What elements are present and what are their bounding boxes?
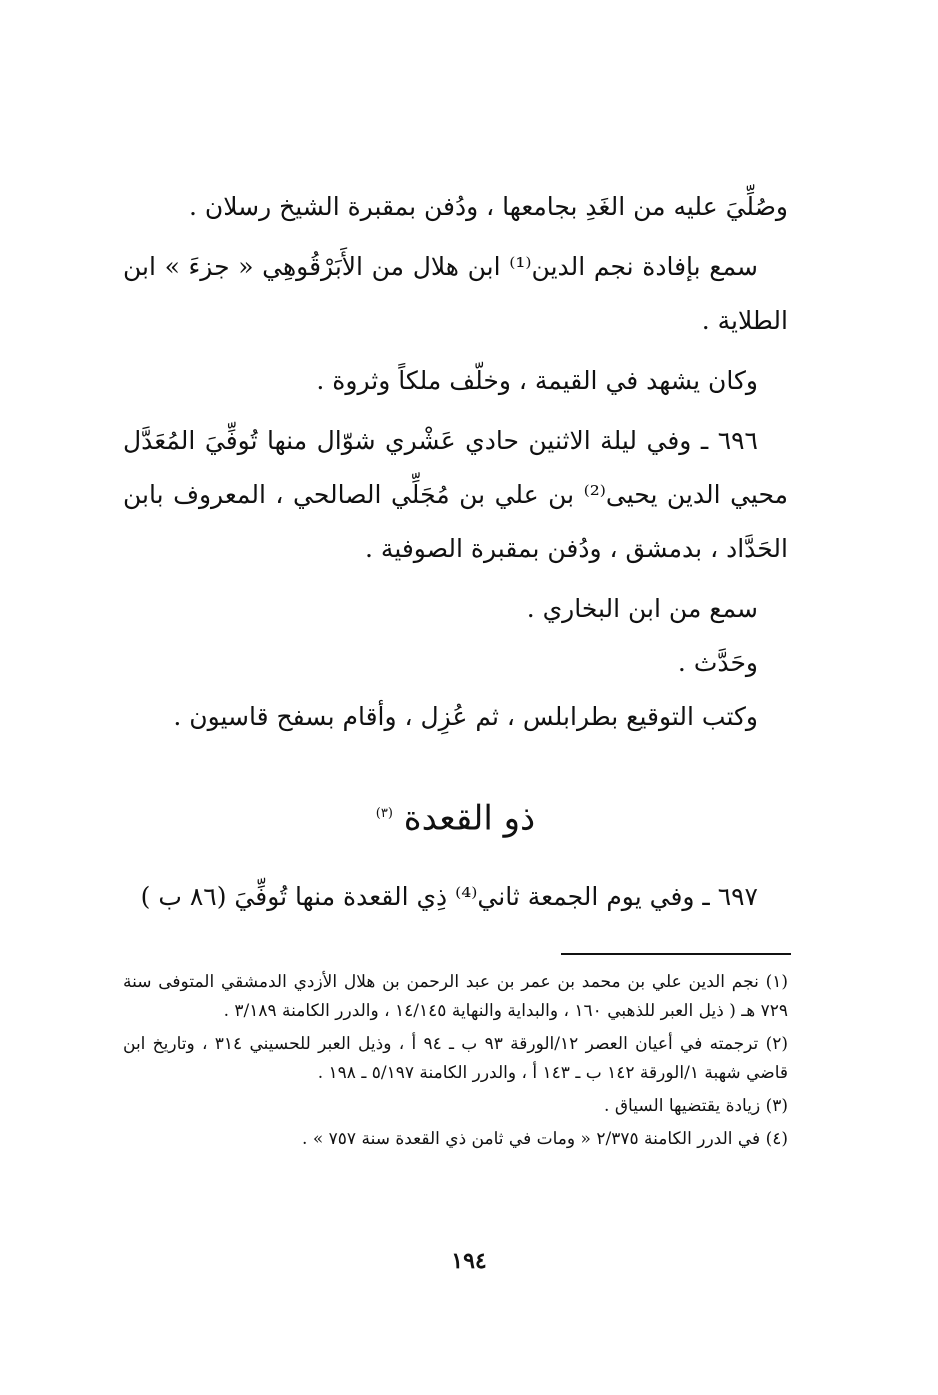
section-heading-text: ذو القعدة [403,798,536,839]
section-heading-note: (٣) [375,806,393,821]
paragraph-tripoli: وكتب التوقيع بطرابلس ، ثم عُزِل ، وأقام بسفح قاسيون . [173,702,758,731]
paragraph-witness: وكان يشهد في القيمة ، وخلّف ملكاً وثروة . [316,366,758,395]
paragraph-heard: سمع بإفادة نجم الدين⁽¹⁾ ابن هلال من الأَبَرْقُوهِي « جزءَ » ابن الطلاية . [123,252,788,335]
paragraph-narrated: وحَدَّث . [677,648,758,677]
footnote-divider [561,953,791,955]
footnotes-block [123,968,788,1158]
footnote-4: (٤) في الدرر الكامنة ٢/٣٧٥ « ومات في ثامن ذي القعدة سنة ٧٥٧ » . [302,1129,788,1149]
paragraph-burial: وصُلِّيَ عليه من الغَدِ بجامعها ، ودُفن بمقبرة الشيخ رسلان . [188,192,788,221]
entry-696: ٦٩٦ ـ وفي ليلة الاثنين حادي عَشْري شوّال منها تُوفِّيَ المُعَدَّل محيي الدين يحيى⁽²⁾ بن علي بن مُجَلِّي الصالحي ، المعروف بابن الحَدَّاد ، بدمشق ، ودُفن بمقبرة الصوفية . [123,426,788,563]
footnote-3: (٣) زيادة يقتضيها السياق . [604,1096,788,1116]
main-text-block [123,180,788,924]
paragraph-heard-bukhari: سمع من ابن البخاري . [526,594,758,623]
footnote-2: (٢) ترجمته في أعيان العصر ١٢/الورقة ٩٣ ب ـ ٩٤ أ ، وذيل العبر للحسيني ٣١٤ ، وتاريخ ابن قاضي شهبة ١/الورقة ١٤٢ ب ـ ١٤٣ أ ، والدرر الكامنة ٥/١٩٧ ـ ١٩٨ . [123,1034,788,1083]
section-heading [123,784,788,848]
footnote-1: (١) نجم الدين علي بن محمد بن عمر بن عبد الرحمن بن هلال الأزدي الدمشقي المتوفى سنة ٧٢٩ هـ ( ذيل العبر للذهبي ١٦٠ ، والبداية والنهاية ١٤/١٤٥ ، والدرر الكامنة ٣/١٨٩ . [123,972,788,1021]
entry-697: ٦٩٧ ـ وفي يوم الجمعة ثاني⁽⁴⁾ ذِي القعدة منها تُوفِّيَ (٨٦ ب ) [140,882,758,912]
page-number: ١٩٤ [451,1248,487,1274]
